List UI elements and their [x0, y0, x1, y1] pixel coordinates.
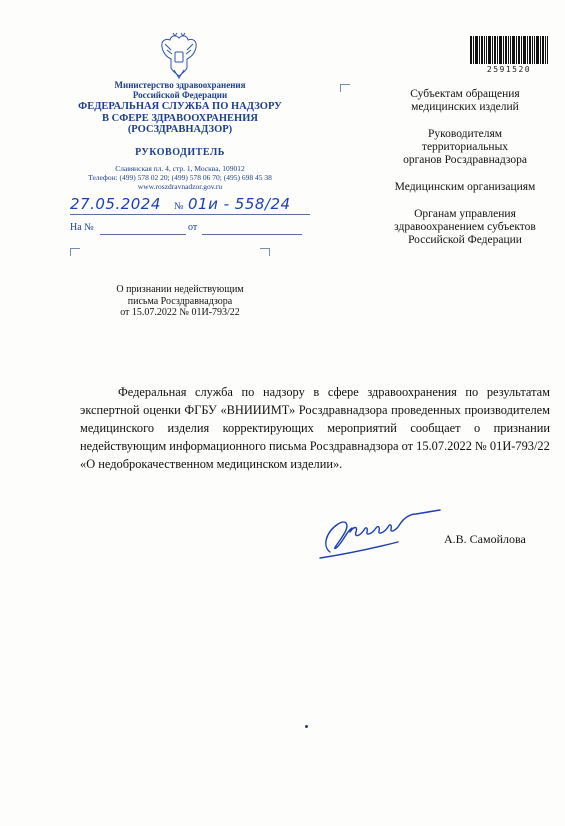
registration-underline: [70, 214, 310, 215]
ministry-name: [60, 80, 300, 100]
head-title: РУКОВОДИТЕЛЬ: [135, 147, 225, 158]
reply-reference-row: [70, 222, 310, 236]
registration-number: 01и - 558/24: [188, 195, 291, 213]
address-block: [60, 164, 300, 191]
registration-line: [70, 192, 315, 218]
corner-mark: [340, 84, 350, 92]
service-line: В СФЕРЕ ЗДРАВООХРАНЕНИЯ: [102, 112, 258, 124]
subject-note: [95, 284, 265, 319]
recipient-line: Субъектам обращения: [410, 88, 520, 100]
corner-mark: [70, 248, 80, 256]
ministry-line: Министерство здравоохранения: [114, 80, 246, 90]
body-paragraph: Федеральная служба по надзору в сфере здравоохранения по результатам экспертной оценки ФГБУ «ВНИИИМТ» Росздравнадзора проведенных производителем медицинского изделия корректирующих мероприятий сообщает о признании недействующим информационного письма Росздравнадзора от 15.07.2022 № 01И-793/22: [80, 385, 550, 453]
reply-from-label: от: [188, 222, 198, 233]
number-label: №: [174, 201, 184, 212]
recipient-item: [370, 128, 560, 167]
subject-line: письма Росздравнадзора: [127, 295, 233, 307]
registration-date: 27.05.2024: [70, 195, 161, 213]
service-line: ФЕДЕРАЛЬНАЯ СЛУЖБА ПО НАДЗОРУ: [78, 101, 282, 112]
reply-date-underline: [202, 234, 302, 235]
recipient-line: здравоохранением субъектов: [394, 221, 536, 233]
address-line: Славянская пл. 4, стр. 1, Москва, 109012: [115, 164, 245, 173]
service-line: (РОСЗДРАВНАДЗОР): [127, 124, 233, 135]
website-link: www.roszdravnadzor.gov.ru: [137, 182, 223, 191]
barcode-icon: [470, 36, 548, 64]
corner-mark: [260, 248, 270, 256]
recipients-block: [370, 88, 560, 261]
signatory-name: А.В. Самойлова: [444, 532, 526, 546]
recipient-item: [370, 181, 560, 194]
barcode-number: 2591520: [486, 65, 532, 74]
recipient-line: Медицинским организациям: [394, 181, 536, 193]
handwritten-signature-icon: [316, 502, 444, 564]
reply-label: На №: [70, 222, 94, 233]
reply-number-underline: [100, 234, 186, 235]
recipient-line: Органам управления: [414, 208, 516, 220]
coat-of-arms-icon: [157, 30, 201, 80]
recipient-item: [370, 88, 560, 114]
subject-line: О признании недействующим: [116, 284, 244, 295]
recipient-line: медицинских изделий: [411, 101, 519, 113]
service-name: [60, 101, 300, 136]
letter-body: [80, 383, 550, 473]
recipient-line: Российской Федерации: [408, 234, 522, 246]
recipient-line: территориальных: [421, 141, 509, 153]
ministry-line: Российской Федерации: [132, 90, 228, 100]
phone-line: Телефон: (499) 578 02 20; (499) 578 06 70; (495) 698 45 38: [88, 173, 272, 182]
recipient-item: [370, 208, 560, 247]
scan-speck: [305, 725, 308, 728]
subject-line: от 15.07.2022 № 01И-793/22: [120, 307, 240, 318]
recipient-line: Руководителям: [427, 128, 503, 140]
recipient-line: органов Росздравнадзора: [403, 154, 527, 166]
body-paragraph-end: «О недоброкачественном медицинском изделии».: [80, 457, 343, 471]
